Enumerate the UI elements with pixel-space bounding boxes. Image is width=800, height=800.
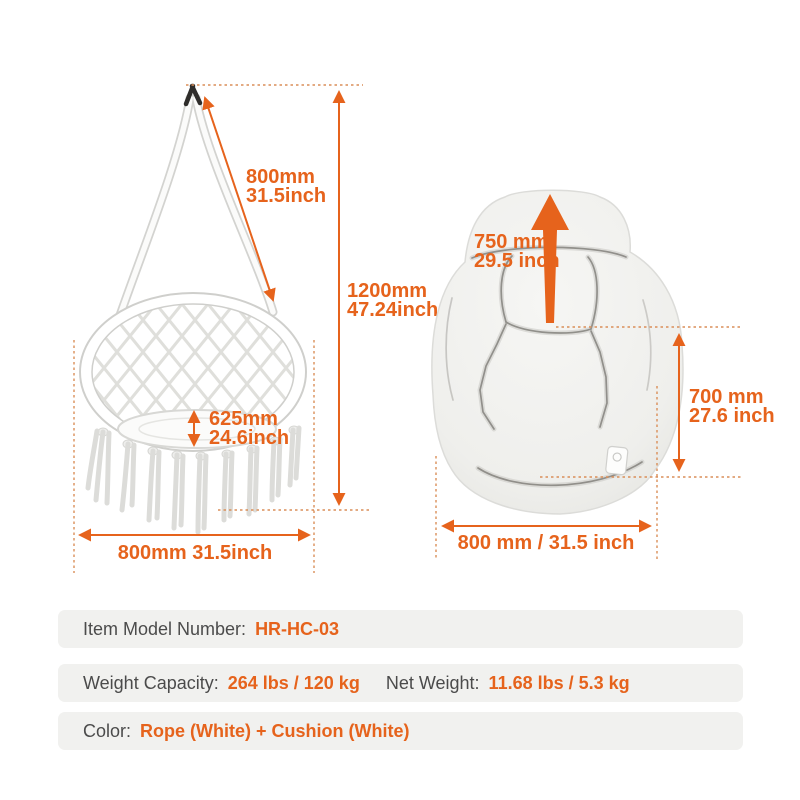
model-value: HR-HC-03: [255, 618, 340, 639]
cushion-illustration: [432, 190, 683, 514]
weight-capacity-value: 264 lbs / 120 kg: [227, 672, 360, 693]
seat-diameter-label-inch: 24.6inch: [209, 427, 290, 449]
net-weight-label: Net Weight:: [385, 672, 480, 693]
color-label: Color:: [83, 720, 132, 741]
cushion-tag: [605, 446, 628, 475]
weight-capacity-label: Weight Capacity:: [83, 672, 219, 693]
color-value: Rope (White) + Cushion (White): [140, 720, 410, 741]
spec-row-model: [58, 610, 743, 648]
hanging-chair-illustration: [80, 86, 306, 532]
seat-diameter-label-mm: 625mm: [209, 408, 278, 430]
chair-ropes: [117, 98, 273, 324]
chair-width-label: 800mm 31.5inch: [117, 542, 273, 564]
cushion-depth-label-mm: 700 mm: [689, 386, 764, 408]
total-height-label-inch: 47.24inch: [347, 299, 439, 321]
total-height-label-mm: 1200mm: [347, 280, 428, 302]
net-weight-value: 11.68 lbs / 5.3 kg: [488, 672, 630, 693]
cushion-height-label-inch: 29.5 inch: [474, 250, 560, 272]
cushion-silhouette: [432, 190, 683, 514]
rope-length-label-mm: 800mm: [246, 166, 315, 188]
spec-row-weight: [58, 664, 743, 702]
cushion-depth-label-inch: 27.6 inch: [689, 405, 775, 427]
cushion-height-label-mm: 750 mm: [474, 231, 549, 253]
model-label: Item Model Number:: [83, 618, 247, 639]
cushion-width-label: 800 mm / 31.5 inch: [457, 532, 635, 554]
spec-row-color: [58, 712, 743, 750]
rope-length-label-inch: 31.5inch: [246, 185, 327, 207]
